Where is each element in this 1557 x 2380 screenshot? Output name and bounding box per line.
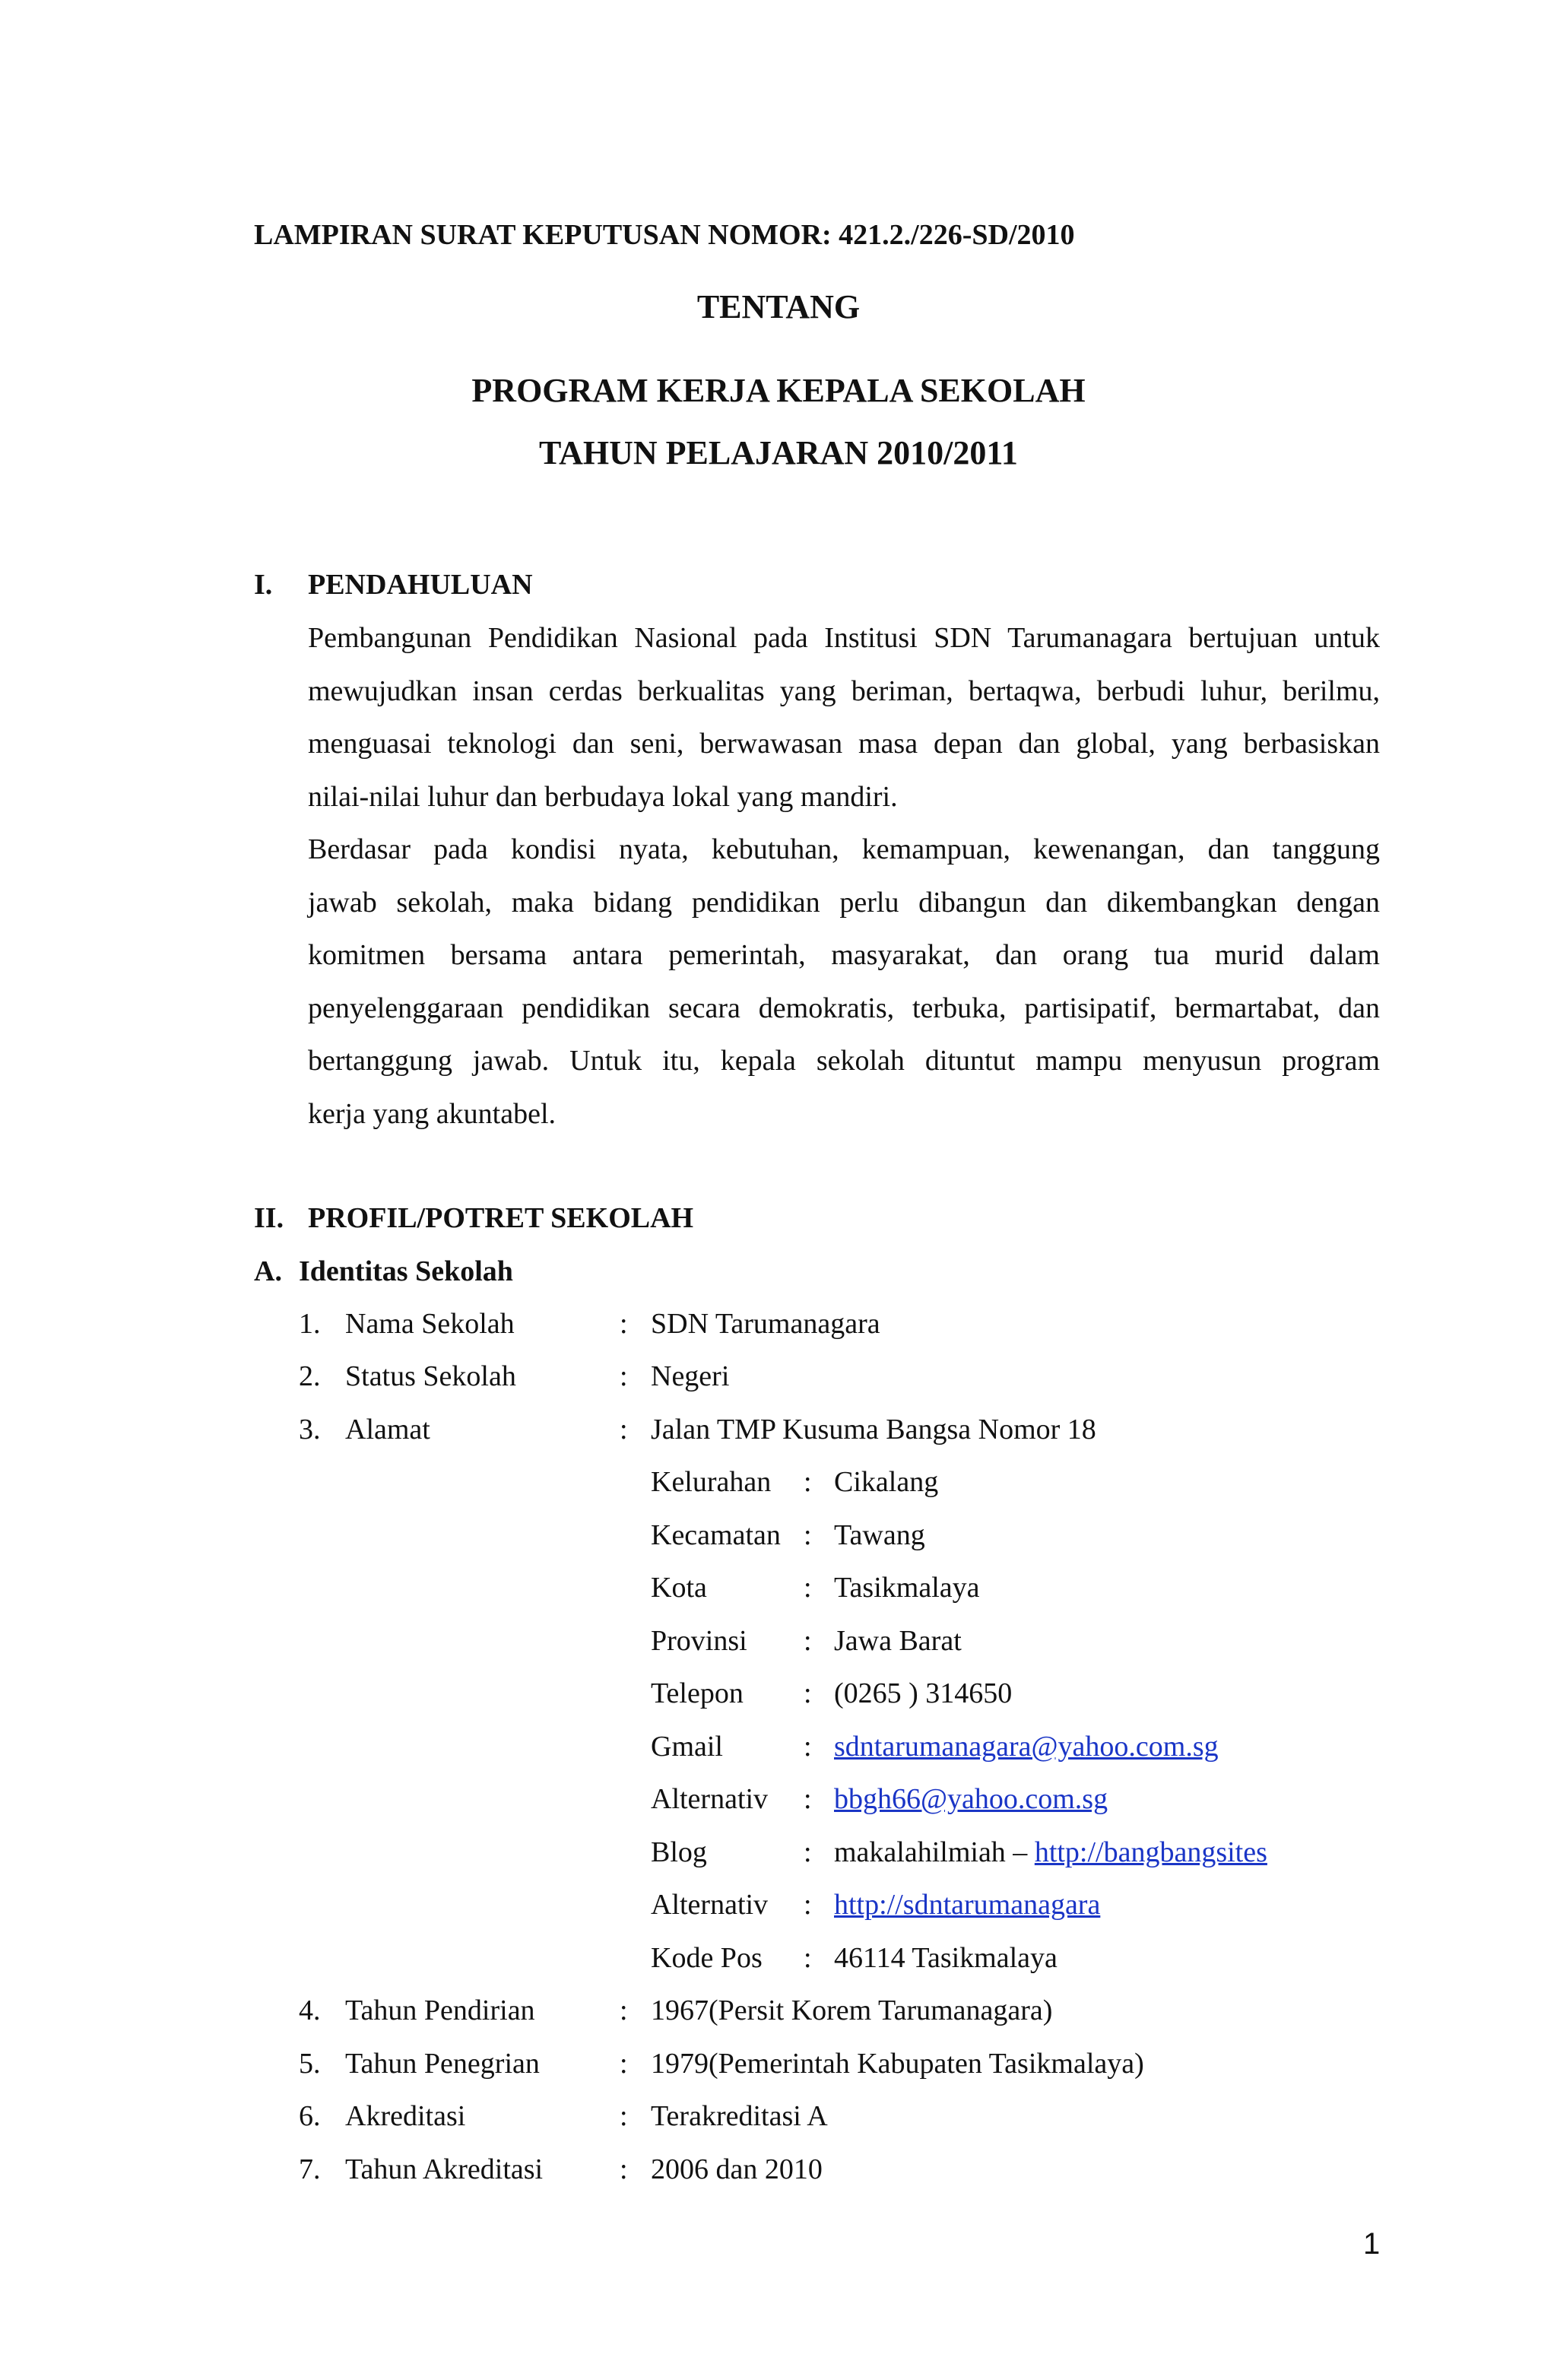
item-colon: : <box>620 1360 628 1392</box>
address-label-telepon: Telepon <box>651 1677 744 1709</box>
paragraph-line: bertanggung jawab. Untuk itu, kepala sekolah dituntut mampu menyusun program <box>308 1045 1380 1077</box>
item-label-alamat: Alamat <box>345 1414 430 1445</box>
tentang-heading: TENTANG <box>696 288 861 325</box>
item-label-tahun-akreditasi: Tahun Akreditasi <box>345 2153 544 2185</box>
address-value-telepon: (0265 ) 314650 <box>834 1677 1013 1709</box>
paragraph-line: Pembangunan Pendidikan Nasional pada Institusi SDN Tarumanagara bertujuan untuk <box>308 622 1380 654</box>
address-colon: : <box>804 1519 812 1551</box>
section-1-heading: PENDAHULUAN <box>308 569 533 601</box>
item-value-alamat: Jalan TMP Kusuma Bangsa Nomor 18 <box>651 1414 1096 1445</box>
email-link[interactable]: sdntarumanagara@yahoo.com.sg <box>834 1731 1219 1763</box>
section-2-heading: PROFIL/POTRET SEKOLAH <box>308 1202 694 1234</box>
address-value-kota: Tasikmalaya <box>834 1572 980 1604</box>
blog-prefix: makalahilmiah – <box>834 1836 1035 1868</box>
alternative-site-link[interactable]: http://sdntarumanagara <box>834 1889 1101 1921</box>
item-colon: : <box>620 2153 628 2185</box>
address-colon: : <box>804 1889 812 1921</box>
item-value-status-sekolah: Negeri <box>651 1360 730 1392</box>
item-label-nama-sekolah: Nama Sekolah <box>345 1308 515 1340</box>
item-label-tahun-penegrian: Tahun Penegrian <box>345 2048 540 2080</box>
address-value-kode-pos: 46114 Tasikmalaya <box>834 1942 1058 1974</box>
address-label-gmail: Gmail <box>651 1731 723 1763</box>
address-label-kecamatan: Kecamatan <box>651 1519 781 1551</box>
address-label-kode-pos: Kode Pos <box>651 1942 763 1974</box>
item-value-akreditasi: Terakreditasi A <box>651 2100 828 2132</box>
lampiran-heading: LAMPIRAN SURAT KEPUTUSAN NOMOR: 421.2./226-SD/2010 <box>254 219 1075 251</box>
paragraph-line: nilai-nilai luhur dan berbudaya lokal yang mandiri. <box>308 780 898 813</box>
address-colon: : <box>804 1677 812 1709</box>
title-line-1: PROGRAM KERJA KEPALA SEKOLAH <box>471 372 1086 409</box>
item-colon: : <box>620 2100 628 2132</box>
title-line-2: TAHUN PELAJARAN 2010/2011 <box>539 434 1018 471</box>
item-colon: : <box>620 1414 628 1445</box>
page-number: 1 <box>1363 2227 1381 2261</box>
paragraph-line: kerja yang akuntabel. <box>308 1097 557 1130</box>
item-number: 1. <box>299 1308 321 1340</box>
intro-paragraph-1 <box>308 612 1380 823</box>
item-value-tahun-penegrian: 1979(Pemerintah Kabupaten Tasikmalaya) <box>651 2048 1144 2080</box>
item-number: 5. <box>299 2048 321 2080</box>
subsection-a-number: A. <box>254 1255 282 1287</box>
address-label-kota: Kota <box>651 1572 707 1604</box>
item-value-nama-sekolah: SDN Tarumanagara <box>651 1308 880 1340</box>
paragraph-line: mewujudkan insan cerdas berkualitas yang beriman, bertaqwa, berbudi luhur, berilmu, <box>308 674 1380 707</box>
intro-paragraph-2 <box>308 823 1380 1141</box>
address-colon: : <box>804 1625 812 1657</box>
address-colon: : <box>804 1783 812 1815</box>
address-label-kelurahan: Kelurahan <box>651 1466 772 1498</box>
alternative-email-link[interactable]: bbgh66@yahoo.com.sg <box>834 1783 1108 1815</box>
paragraph-line: penyelenggaraan pendidikan secara demokratis, terbuka, partisipatif, bermartabat, dan <box>308 992 1380 1024</box>
item-label-akreditasi: Akreditasi <box>345 2100 466 2132</box>
item-colon: : <box>620 1994 628 2026</box>
paragraph-line: Berdasar pada kondisi nyata, kebutuhan, kemampuan, kewenangan, dan tanggung <box>308 833 1380 865</box>
address-value-kelurahan: Cikalang <box>834 1466 939 1498</box>
subsection-a-heading: Identitas Sekolah <box>299 1255 513 1287</box>
section-2-number: II. <box>254 1202 284 1234</box>
address-value-provinsi: Jawa Barat <box>834 1625 962 1657</box>
item-label-tahun-pendirian: Tahun Pendirian <box>345 1994 535 2026</box>
address-colon: : <box>804 1836 812 1868</box>
section-1-number: I. <box>254 569 273 601</box>
address-colon: : <box>804 1731 812 1763</box>
address-label-blog: Blog <box>651 1836 707 1868</box>
paragraph-line: komitmen bersama antara pemerintah, masyarakat, dan orang tua murid dalam <box>308 939 1380 971</box>
address-label-provinsi: Provinsi <box>651 1625 747 1657</box>
address-colon: : <box>804 1466 812 1498</box>
address-colon: : <box>804 1942 812 1974</box>
item-value-tahun-akreditasi: 2006 dan 2010 <box>651 2153 823 2185</box>
item-number: 2. <box>299 1360 321 1392</box>
item-colon: : <box>620 2048 628 2080</box>
paragraph-line: jawab sekolah, maka bidang pendidikan perlu dibangun dan dikembangkan dengan <box>308 886 1380 919</box>
paragraph-line: menguasai teknologi dan seni, berwawasan masa depan dan global, yang berbasiskan <box>308 728 1380 760</box>
item-number: 7. <box>299 2153 321 2185</box>
address-value-kecamatan: Tawang <box>834 1519 925 1551</box>
address-colon: : <box>804 1572 812 1604</box>
address-label-alternativ: Alternativ <box>651 1783 769 1815</box>
address-value-blog <box>834 1836 1267 1869</box>
blog-link[interactable]: http://bangbangsites <box>1034 1836 1267 1868</box>
item-number: 6. <box>299 2100 321 2132</box>
item-value-tahun-pendirian: 1967(Persit Korem Tarumanagara) <box>651 1994 1053 2026</box>
item-colon: : <box>620 1308 628 1340</box>
item-number: 4. <box>299 1994 321 2026</box>
item-label-status-sekolah: Status Sekolah <box>345 1360 516 1392</box>
address-label-alternativ-site: Alternativ <box>651 1889 769 1921</box>
item-number: 3. <box>299 1414 321 1445</box>
